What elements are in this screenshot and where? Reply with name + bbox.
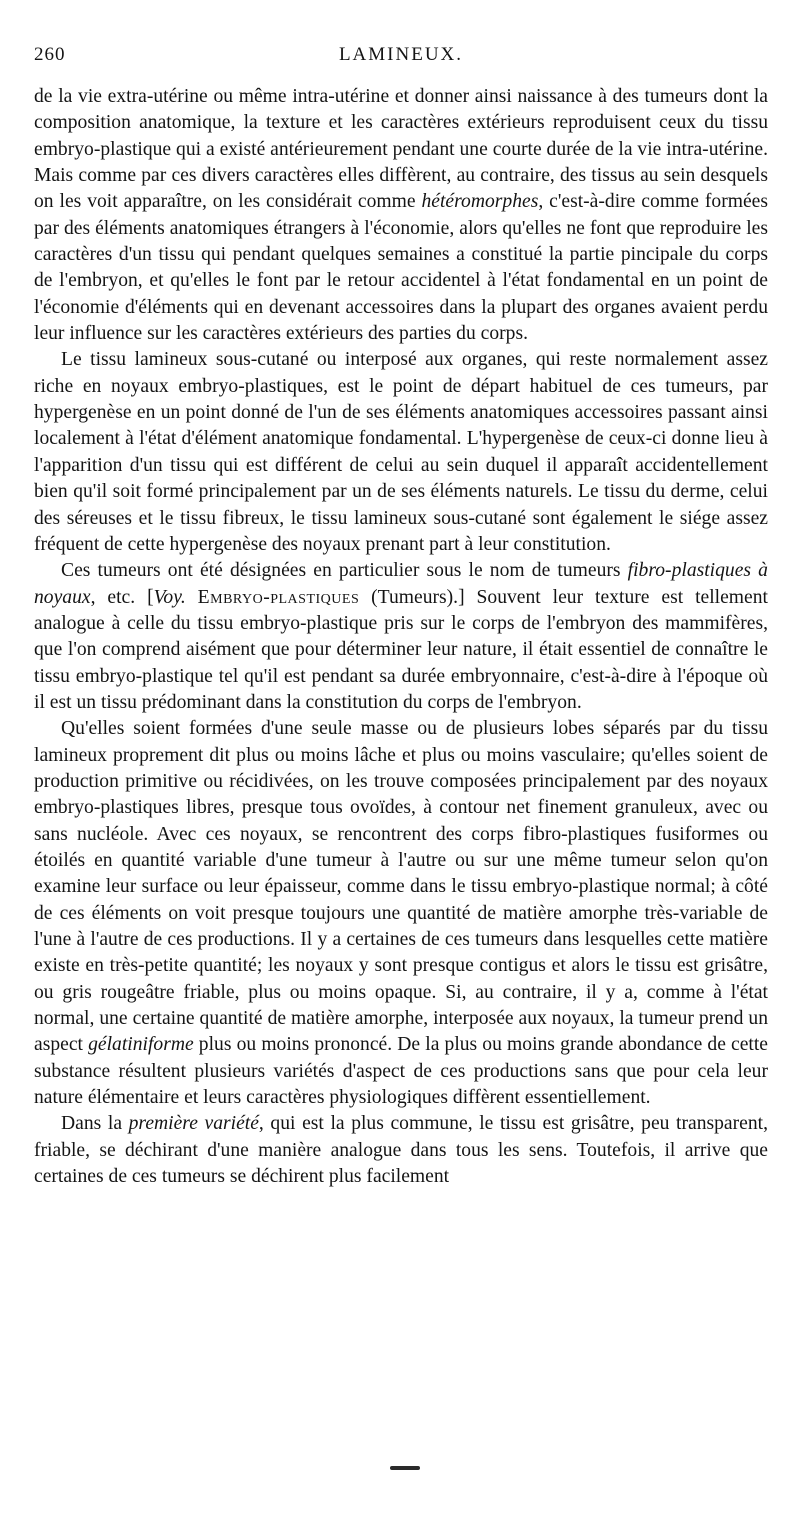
book-page [34, 44, 768, 1190]
italic-text: fibro-plastiques à noyaux [34, 560, 768, 608]
text-run: Ces tumeurs ont été désignées en particulier sous le nom de tumeurs [61, 560, 628, 582]
paragraph-tissu-lamineux [34, 347, 768, 558]
footer-ornament [390, 1466, 420, 1470]
paragraph-premiere-variete [34, 1111, 768, 1190]
italic-text: gélatiniforme [88, 1034, 194, 1056]
italic-text: Voy. [153, 586, 186, 608]
page-number: 260 [34, 44, 66, 65]
italic-text: hétéromorphes [421, 191, 539, 213]
paragraph-continuation [34, 84, 768, 347]
small-caps-text: Embryo-plastiques [197, 586, 360, 608]
text-run: plus ou moins prononcé. De la plus ou moins grande abondance de cette substance résultent plusieurs variétés d'aspect de ces productions sans que pour cela leur nature élémentaire et leurs caractères physiologiques diffèrent essentiellement. [34, 1034, 768, 1109]
text-run [186, 587, 198, 608]
body-text [34, 84, 768, 1190]
text-run: Dans la [61, 1113, 129, 1135]
paragraph-designations [34, 558, 768, 716]
text-run: , c'est-à-dire comme formées par des éléments anatomiques étrangers à l'économie, alors qu'elles ne font que reproduire les caractères d'un tissu qui pendant quelques semaines a constitué la partie pincipale du corps de l'embryon, et qu'elles le font par le retour accidentel à l'état fondamental en un point de l'économie d'éléments qui en devenant accessoires dans la plupart des organes avaient perdu leur influence sur les caractères extérieurs des parties du corps. [34, 191, 768, 345]
running-head [34, 44, 768, 84]
text-run: Qu'elles soient formées d'une seule masse ou de plusieurs lobes séparés par du tissu lamineux proprement dit plus ou moins lâche et plus ou moins vasculaire; qu'elles soient de production primitive ou récidivées, on les trouve composées principalement par des noyaux embryo-plastiques libres, presque tous ovoïdes, à contour net finement granuleux, avec ou sans nucléole. Avec ces noyaux, se rencontrent des corps fibro-plastiques fusiformes ou étoilés en quantité variable d'une tumeur à l'autre ou sur une même tumeur selon qu'on examine leur surface ou leur épaisseur, comme dans le tissu embryo-plastique normal; à côté de ces éléments on voit presque toujours une quantité de matière amorphe très-variable de l'une à l'autre de ces productions. Il y a certaines de ces tumeurs dans lesquelles cette matière existe en très-petite quantité; les noyaux y sont presque contigus et alors le tissu est grisâtre, ou gris rougeâtre friable, plus ou moins opaque. Si, au contraire, il y a, comme à l'état normal, une certaine quantité de matière amorphe, interposée aux noyaux, la tumeur prend un aspect [34, 718, 768, 1056]
italic-text: première variété [128, 1113, 259, 1135]
text-run: , qui est la plus commune, le tissu est grisâtre, peu transparent, friable, se déchirant d'une manière analogue dans tous les sens. Toutefois, il arrive que certaines de ces tumeurs se déchirent plus facilement [34, 1113, 768, 1188]
text-run: Le tissu lamineux sous-cutané ou interposé aux organes, qui reste normalement assez riche en noyaux embryo-plastiques, est le point de départ habituel de ces tumeurs, par hypergenèse en un point donné de l'un de ses éléments anatomiques accessoires passant ainsi localement à l'état d'élément anatomique fondamental. L'hypergenèse de ceux-ci donne lieu à l'apparition d'un tissu qui est différent de celui au sein duquel il apparaît accidentellement bien qu'il soit formé principalement par un de ses éléments naturels. Le tissu du derme, celui des séreuses et le tissu fibreux, le tissu lamineux sous-cutané sont également le siége assez fréquent de cette hypergenèse des noyaux prenant part à leur constitution. [34, 349, 768, 555]
text-run: de la vie extra-utérine ou même intra-utérine et donner ainsi naissance à des tumeurs dont la composition anatomique, la texture et les caractères extérieurs reproduisent ceux du tissu embryo-plastique qui a existé antérieurement pendant une courte durée de la vie intra-utérine. Mais comme par ces divers caractères elles diffèrent, au contraire, des tissus au sein desquels on les voit apparaître, on les considérait comme [34, 86, 768, 213]
running-title: LAMINEUX. [338, 44, 464, 65]
text-run: (Tumeurs).] Souvent leur texture est tellement analogue à celle du tissu embryo-plastique pris sur le corps de l'embryon des mammifères, que l'on comprend aisément que pour déterminer leur nature, il était essentiel de connaître le tissu embryo-plastique tel qu'il est pendant sa durée embryonnaire, c'est-à-dire à l'époque où il est un tissu prédominant dans la constitution du corps de l'embryon. [34, 586, 768, 713]
text-run: , etc. [ [90, 586, 154, 608]
paragraph-composition [34, 716, 768, 1111]
